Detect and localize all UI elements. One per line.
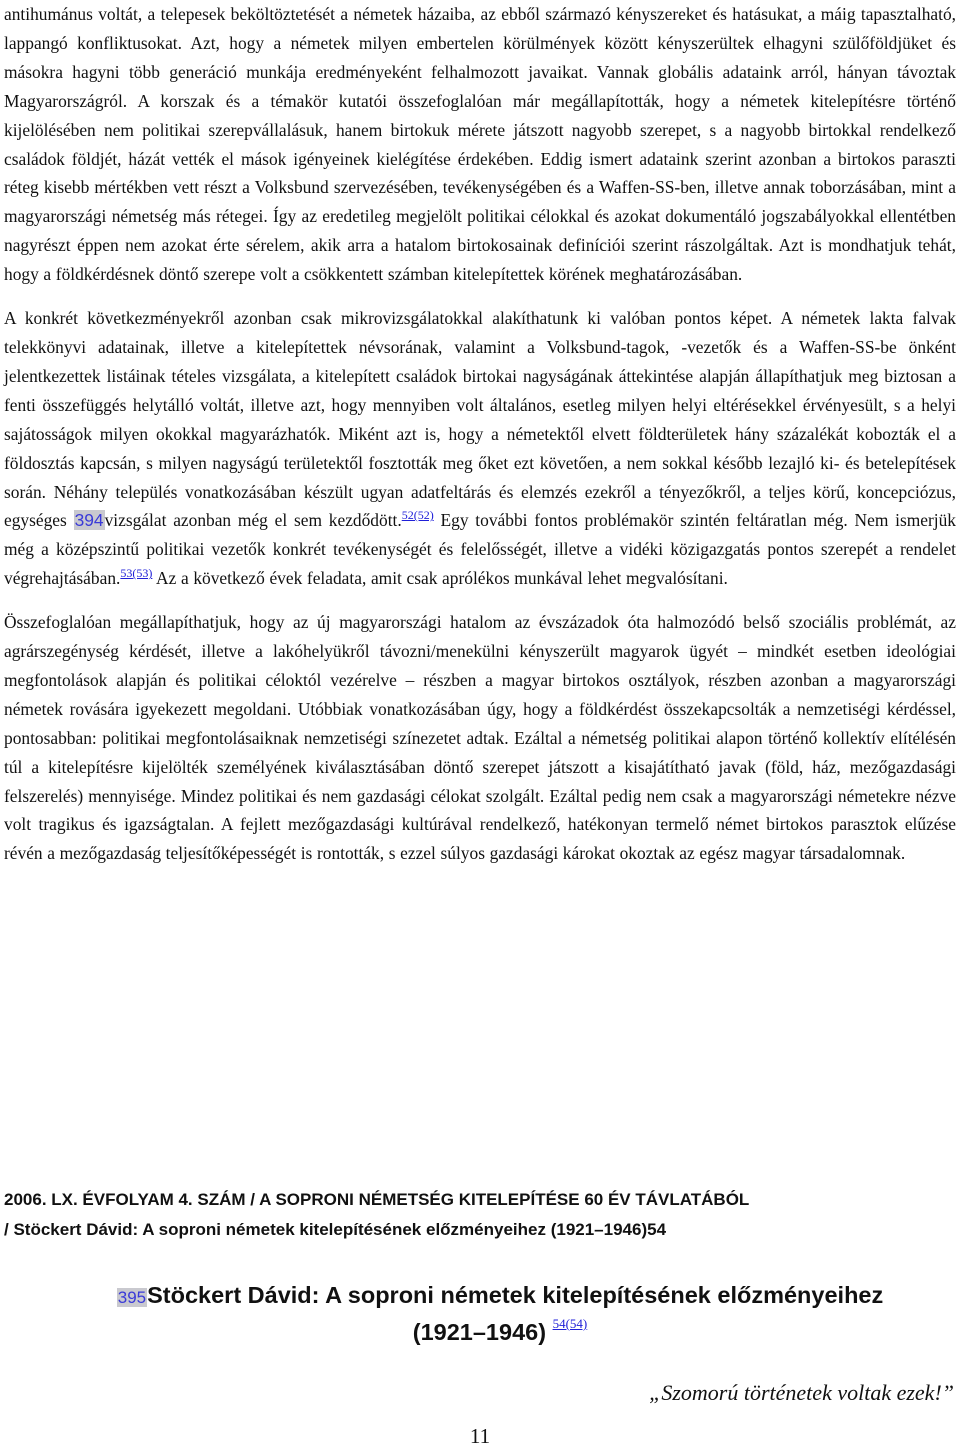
page-marker-395: 395: [117, 1288, 147, 1307]
section-heading-line-1: 2006. LX. ÉVFOLYAM 4. SZÁM / A SOPRONI NÉMETSÉG KITELEPÍTÉSE 60 ÉV TÁVLATÁBÓL: [4, 1190, 750, 1209]
section-heading-line-2: / Stöckert Dávid: A soproni németek kitelepítésének előzményeihez (1921–1946)54: [4, 1220, 667, 1239]
paragraph-2-text-a: A konkrét következményekről azonban csak mikrovizsgálatokkal alakíthatunk ki valóban pontos képet. A németek lakta falvak telekkönyvi adatainak, illetve a kitelepítettek névsorának, valamint a Volksbund-tagok, -vezetők és a Waffen-SS-be önként jelentkezettek listáinak tételes vizsgálata, a kitelepített családok birtokai nagyságának áttekintése alapján állapíthatjuk meg biztosan a fenti összefüggés helytálló voltát, illetve azt, hogy mennyiben volt általános, esetleg milyen helyi eltérésekkel érvényesült, s a helyi sajátosságok milyen okokkal magyarázhatók. Miként azt is, hogy a németektől elvett földterületek hány százalékát kobozták el a földosztás kapcsán, s milyen nagyságú területektől fosztották meg őket ezt követően, a nem sokkal később lezajló ki- és betelepítések során. Néhány település vonatkozásában készült ugyan adatfeltárás és elemzés ezekről a tényezőkről, a teljes körű, koncepciózus, egységes: [4, 308, 956, 531]
paragraph-2-text-c: Egy további fontos problémakör szintén feltáratlan még. Nem ismerjük még a középszintű politikai vezetők konkrét tevékenységét és felelősségét, illetve a vidéki közigazgatás pontos szerepét a rendelet végrehajtásában.: [4, 510, 957, 589]
paragraph-2: [4, 304, 956, 593]
paragraph-3: [4, 608, 956, 868]
paragraph-3-text: Összefoglalóan megállapíthatjuk, hogy az új magyarországi hatalom az évszázadok óta halmozódó belső szociális problémát, az agrárszegénység kérdését, illetve a lakóhelyükről távozni/menekülni kényszerült magyarok ügyét – mindkét esetben ideológiai megfontolások alapján és politikai céloktól vezérelve – részben a magyar birtokos osztályok, részben azonban a magyarországi németek rovására igyekezett megoldani. Utóbbiak vonatkozásában úgy, hogy a földkérdést összekapcsolták a nemzetiségi kérdéssel, pontosabban: politikai megfontolásaiknak nemzetiségi színezetet adtak. Ezáltal a németség politikai alapon történő kollektív elítélésén túl a kitelepítésre kijelölték személyének kiválasztásában döntő szerepet játszott a kisajátítható javak (föld, ház, mezőgazdasági felszerelés) mennyisége. Mindez politikai és nem gazdasági célokat szolgált. Ezáltal pedig nem csak a magyarországi németekre nézve volt tragikus és igazságtalan. A fejlett mezőgazdasági kultúrával rendelkező, hatékonyan termelő német birtokos parasztok elűzése révén a mezőgazdaság teljesítőképességét is rontották, s ezzel súlyos gazdasági károkat okoztak az egész magyar társadalomnak.: [4, 612, 956, 864]
paragraph-1: [4, 0, 956, 289]
footnote-link-53[interactable]: 53(53): [120, 566, 153, 581]
motto-quote: „Szomorú történetek voltak ezek!”: [649, 1380, 954, 1405]
document-page: [4, 0, 956, 868]
article-title: [60, 1278, 940, 1349]
footnote-link-52[interactable]: 52(52): [401, 508, 434, 523]
paragraph-2-text-b: vizsgálat azonban még el sem kezdődött.: [104, 510, 402, 531]
article-title-line-2: (1921–1946): [412, 1319, 547, 1345]
article-title-line-1: Stöckert Dávid: A soproni németek kitelepítésének előzményeihez: [147, 1282, 884, 1308]
paragraph-1-text: antihumánus voltát, a telepesek beköltöztetését a németek házaiba, az ebből származó kényszereket és hatásukat, a máig tapasztalható, lappangó konfliktusokat. Azt, hogy a németek milyen embertelen körülmények között kényszerültek elhagyni szülőföldjüket és másokra hagyni több generáció munkája eredményeként felhalmozott javaikat. Vannak globális adataink arról, hányan távoztak Magyarországról. A korszak és a témakör kutatói összefoglalóan már megállapították, hogy a németek kitelepítésre történő kijelölésében nem politikai szerepvállalásuk, hanem birtokuk mérete játszott nagyobb szerepet, s a nagyobb birtokkal rendelkező családok földjét, házát vették el mások igényeinek kielégítése érdekében. Eddig ismert adataink szerint azonban a birtokos paraszti réteg kisebb mértékben vett részt a Volksbund szervezésében, tevékenységében és a Waffen-SS-ben, illetve annak toborzásában, mint a magyarországi németség más rétegei. Így az eredetileg megjelölt politikai célokkal és azokat dokumentáló jogszabályokkal ellentétben nagyrészt éppen nem azokat érte sérelem, akik arra a hatalom birtokosainak definíciói szerint rászolgáltak. Azt is mondhatjuk tehát, hogy a földkérdésnek döntő szerepe volt a csökkentett számban kitelepítettek körének meghatározásában.: [4, 4, 956, 285]
section-heading: [4, 1185, 956, 1245]
page-marker-394: 394: [74, 510, 104, 531]
paragraph-2-text-d: Az a következő évek feladata, amit csak aprólékos munkával lehet megvalósítani.: [152, 568, 728, 589]
page-number: 11: [469, 1424, 491, 1448]
footnote-link-54[interactable]: 54(54): [552, 1316, 588, 1331]
